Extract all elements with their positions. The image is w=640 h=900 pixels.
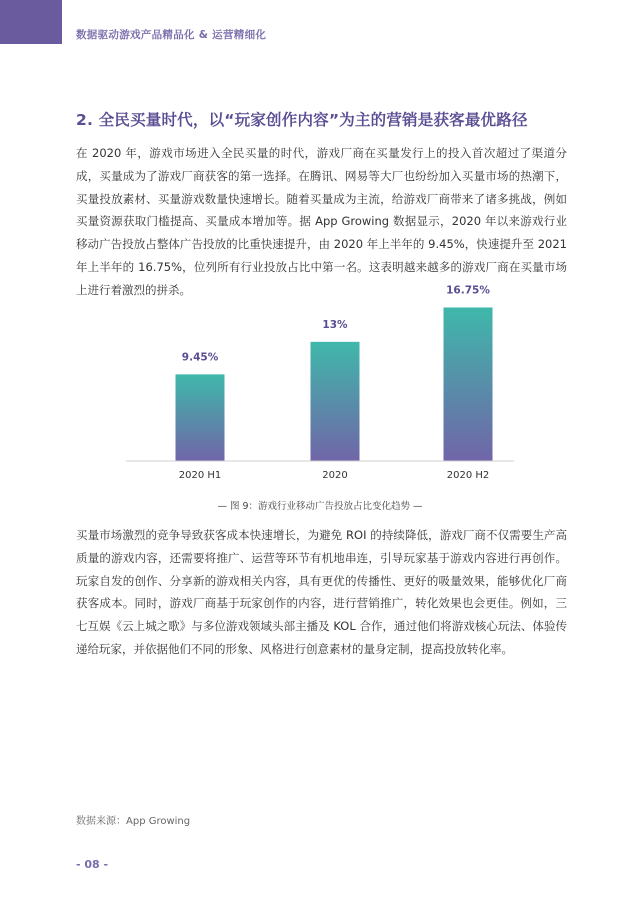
running-header: 数据驱动游戏产品精品化 & 运营精细化 <box>76 29 267 41</box>
paragraph-2: 买量市场激烈的竞争导致获客成本快速增长，为避免 ROI 的持续降低，游戏厂商不仅需要生产高质量的游戏内容，还需要将推广、运营等环节有机地串连，引导玩家基于游戏内容进行再创作。玩家自发的创作、分享新的游戏相关内容，具有更优的传播性、更好的吸量效果，能够优化厂商获客成本。同时，游戏厂商基于玩家创作的内容，进行营销推广，转化效果也会更佳。例如，三七互娱《云上城之歌》与多位游戏领域头部主播及 KOL 合作，通过他们将游戏核心玩法、体验传递给玩家，并依据他们不同的形象、风格进行创意素材的量身定制，提高投放转化率。 <box>76 528 567 656</box>
data-label-3: 16.75% <box>446 284 490 297</box>
data-label-2: 13% <box>322 318 348 331</box>
bar-chart <box>120 280 520 490</box>
data-source: 数据来源：App Growing <box>76 816 191 827</box>
bar-2 <box>311 342 360 461</box>
bar-3 <box>444 307 493 461</box>
page-number: - 08 - <box>76 858 109 871</box>
x-tick-label-3: 2020 H2 <box>446 470 490 481</box>
paragraph-1: 在 2020 年，游戏市场进入全民买量的时代，游戏厂商在买量发行上的投入首次超过了渠道分成，买量成为了游戏厂商获客的第一选择。在腾讯、网易等大厂也纷纷加入买量市场的热潮下，买量投放素材、买量游戏数量快速增长。随着买量成为主流，给游戏厂商带来了诸多挑战，例如买量资源获取门槛提高、买量成本增加等。据 App Growing 数据显示，2020 年以来游戏行业移动广告投放占整体广告投放的比重快速提升，由 2020 年上半年的 9.45%，快速提升至 2021 年上半年的 16.75%，位列所有行业投放占比中第一名。这表明越来越多的游戏厂商在买量市场上进行着激烈的拼杀。 <box>76 146 567 297</box>
data-label-1: 9.45% <box>181 351 219 364</box>
x-tick-label-2: 2020 <box>322 470 348 481</box>
header-accent-bar <box>0 0 62 44</box>
bar-1 <box>176 374 225 461</box>
section-title: 2. 全民买量时代，以“玩家创作内容”为主的营销是获客最优路径 <box>76 111 528 129</box>
x-tick-label-1: 2020 H1 <box>178 470 222 481</box>
figure-caption: — 图 9：游戏行业移动广告投放占比变化趋势 — <box>217 501 423 512</box>
